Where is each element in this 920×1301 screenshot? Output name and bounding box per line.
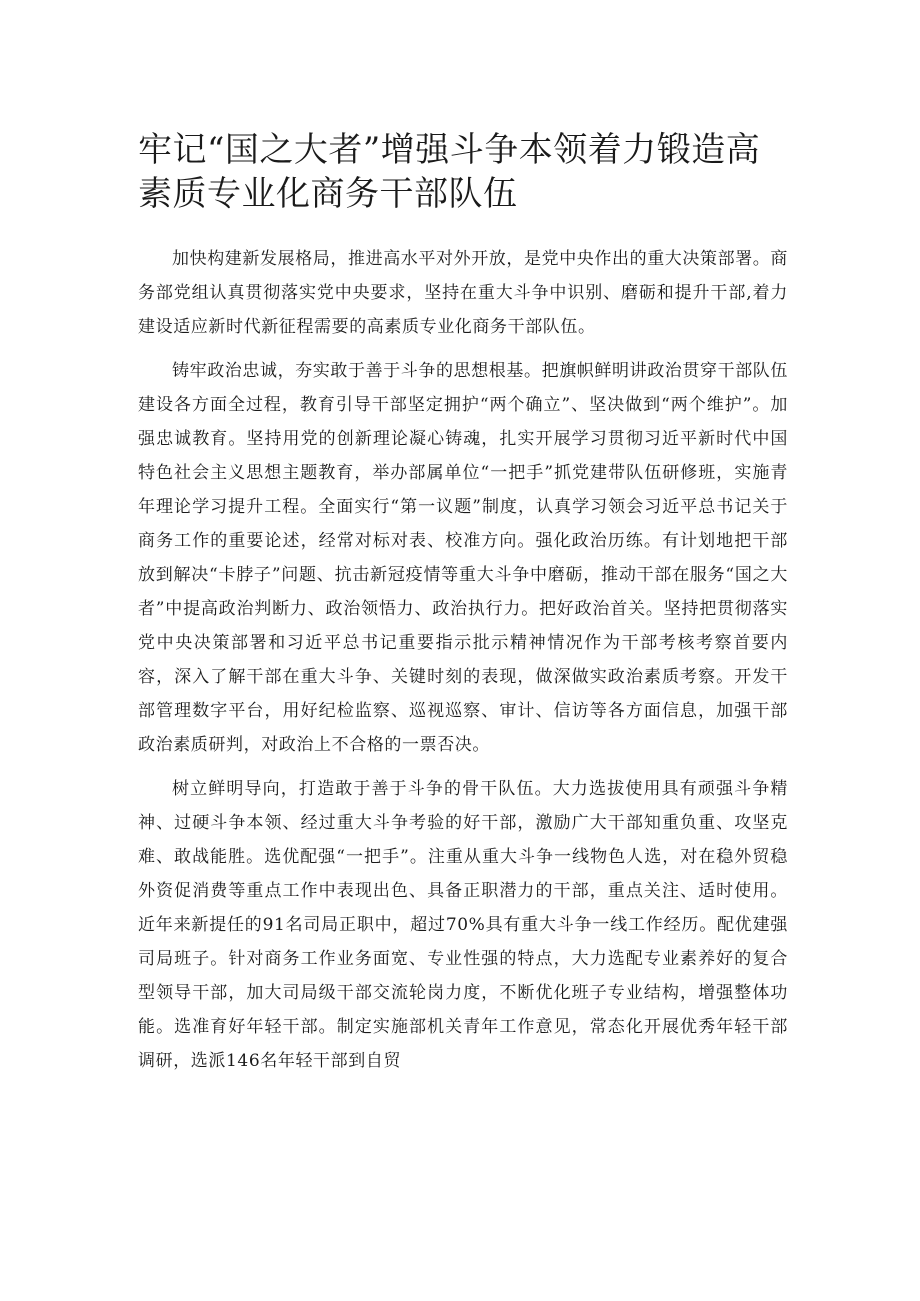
paragraph-intro: 加快构建新发展格局，推进高水平对外开放，是党中央作出的重大决策部署。商务部党组认真贯彻落实党中央要求，坚持在重大斗争中识别、磨砺和提升干部,着力建设适应新时代新征程需要的高素质专业化商务干部队伍。 [138,249,788,337]
paragraph-clear-guidance: 树立鲜明导向，打造敢于善于斗争的骨干队伍。大力选拔使用具有顽强斗争精神、过硬斗争本领、经过重大斗争考验的好干部，激励广大干部知重负重、攻坚克难、敢战能胜。选优配强“一把手”。注重从重大斗争一线物色人选，对在稳外贸稳外资促消费等重点工作中表现出色、具备正职潜力的干部，重点关注、适时使用。近年来新提任的91名司局正职中，超过70%具有重大斗争一线工作经历。配优建强司局班子。针对商务工作业务面宽、专业性强的特点，大力选配专业素养好的复合型领导干部，加大司局级干部交流轮岗力度，不断优化班子专业结构，增强整体功能。选准育好年轻干部。制定实施部机关青年工作意见，常态化开展优秀年轻干部调研，选派146名年轻干部到自贸 [138,779,788,1071]
paragraph-political-loyalty: 铸牢政治忠诚，夯实敢于善于斗争的思想根基。把旗帜鲜明讲政治贯穿干部队伍建设各方面全过程，教育引导干部坚定拥护“两个确立”、坚决做到“两个维护”。加强忠诚教育。坚持用党的创新理论凝心铸魂，扎实开展学习贯彻习近平新时代中国特色社会主义思想主题教育，举办部属单位“一把手”抓党建带队伍研修班，实施青年理论学习提升工程。全面实行“第一议题”制度，认真学习领会习近平总书记关于商务工作的重要论述，经常对标对表、校准方向。强化政治历练。有计划地把干部放到解决“卡脖子”问题、抗击新冠疫情等重大斗争中磨砺，推动干部在服务“国之大者”中提高政治判断力、政治领悟力、政治执行力。把好政治首关。坚持把贯彻落实党中央决策部署和习近平总书记重要指示批示精神情况作为干部考核考察首要内容，深入了解干部在重大斗争、关键时刻的表现，做深做实政治素质考察。开发干部管理数字平台，用好纪检监察、巡视巡察、审计、信访等各方面信息，加强干部政治素质研判，对政治上不合格的一票否决。 [138,361,788,755]
document-title: 牢记“国之大者”增强斗争本领着力锻造高素质专业化商务干部队伍 [138,130,761,214]
document-body [138,242,788,1078]
